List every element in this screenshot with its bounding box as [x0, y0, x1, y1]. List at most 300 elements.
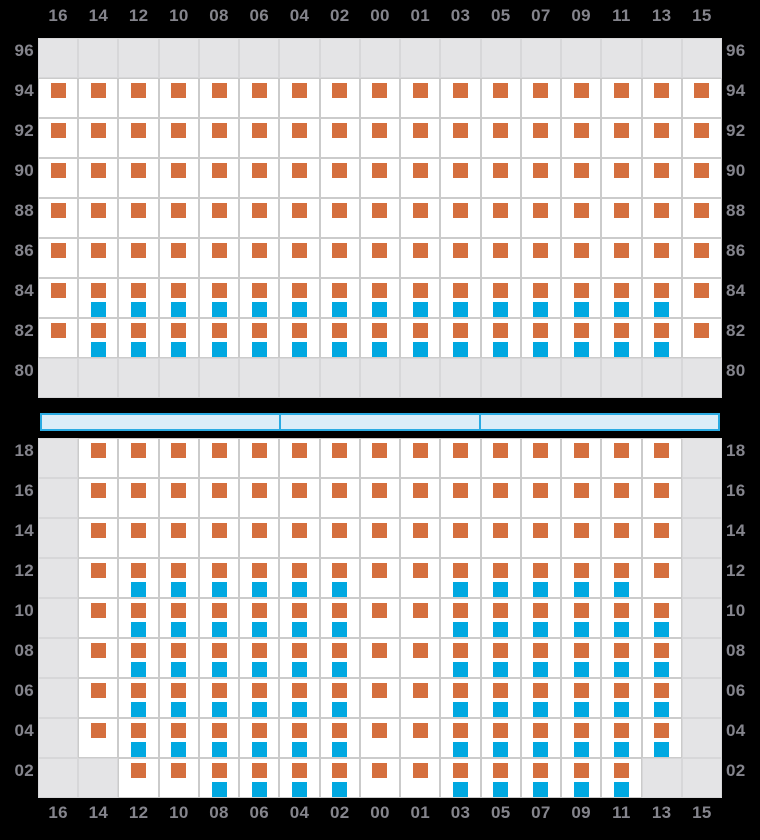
grid-cell[interactable] — [279, 198, 319, 238]
grid-cell[interactable] — [78, 198, 118, 238]
grid-cell[interactable] — [561, 278, 601, 318]
grid-cell[interactable] — [38, 278, 78, 318]
blue-marker — [252, 582, 267, 597]
grid-cell[interactable] — [601, 518, 641, 558]
grid-cell[interactable] — [78, 278, 118, 318]
grid-cell[interactable] — [481, 678, 521, 718]
grid-cell[interactable] — [400, 238, 440, 278]
grid-cell[interactable] — [320, 558, 360, 598]
grid-cell[interactable] — [279, 478, 319, 518]
grid-cell[interactable] — [360, 678, 400, 718]
grid-cell[interactable] — [642, 238, 682, 278]
grid-cell[interactable] — [159, 238, 199, 278]
top-axis-label: 02 — [330, 6, 350, 25]
grid-cell[interactable] — [561, 318, 601, 358]
grid-cell[interactable] — [561, 478, 601, 518]
grid-cell[interactable] — [78, 638, 118, 678]
row-label-right: 94 — [726, 81, 746, 100]
grid-cell[interactable] — [440, 278, 480, 318]
grid-cell[interactable] — [239, 78, 279, 118]
grid-cell[interactable] — [159, 638, 199, 678]
grid-cell[interactable] — [481, 558, 521, 598]
grid-cell[interactable] — [601, 278, 641, 318]
grid-cell[interactable] — [521, 718, 561, 758]
orange-marker — [413, 163, 428, 178]
grid-cell[interactable] — [38, 78, 78, 118]
grid-cell[interactable] — [279, 438, 319, 478]
grid-cell[interactable] — [400, 78, 440, 118]
blue-marker — [292, 742, 307, 757]
grid-cell[interactable] — [481, 518, 521, 558]
grid-cell[interactable] — [78, 558, 118, 598]
grid-cell[interactable] — [400, 558, 440, 598]
grid-cell[interactable] — [320, 278, 360, 318]
grid-cell[interactable] — [279, 598, 319, 638]
orange-marker — [332, 483, 347, 498]
orange-marker — [332, 643, 347, 658]
grid-cell[interactable] — [561, 718, 601, 758]
orange-marker — [171, 763, 186, 778]
blue-marker — [493, 662, 508, 677]
grid-cell[interactable] — [159, 678, 199, 718]
grid-cell[interactable] — [360, 118, 400, 158]
grid-cell[interactable] — [642, 198, 682, 238]
grid-cell[interactable] — [279, 158, 319, 198]
grid-cell[interactable] — [279, 278, 319, 318]
grid-cell[interactable] — [360, 758, 400, 798]
blue-marker — [292, 702, 307, 717]
grid-cell — [440, 38, 480, 78]
grid-cell[interactable] — [360, 518, 400, 558]
grid-cell[interactable] — [561, 518, 601, 558]
grid-cell[interactable] — [239, 438, 279, 478]
blue-marker — [453, 582, 468, 597]
selector-bar-segment[interactable] — [479, 413, 720, 431]
grid-cell[interactable] — [481, 478, 521, 518]
grid-cell[interactable] — [521, 318, 561, 358]
grid-cell[interactable] — [481, 278, 521, 318]
grid-cell[interactable] — [199, 558, 239, 598]
grid-cell[interactable] — [118, 78, 158, 118]
grid-cell[interactable] — [199, 718, 239, 758]
grid-cell[interactable] — [279, 718, 319, 758]
grid-cell[interactable] — [601, 478, 641, 518]
grid-cell[interactable] — [561, 678, 601, 718]
grid-cell[interactable] — [279, 318, 319, 358]
blue-marker — [171, 342, 186, 357]
orange-marker — [51, 163, 66, 178]
grid-cell[interactable] — [601, 638, 641, 678]
grid-cell[interactable] — [199, 198, 239, 238]
grid-cell[interactable] — [682, 118, 722, 158]
grid-cell[interactable] — [118, 198, 158, 238]
grid-cell[interactable] — [118, 118, 158, 158]
grid-cell[interactable] — [320, 198, 360, 238]
grid-cell[interactable] — [320, 318, 360, 358]
grid-cell[interactable] — [360, 318, 400, 358]
orange-marker — [413, 83, 428, 98]
grid-cell[interactable] — [601, 118, 641, 158]
grid-cell[interactable] — [239, 558, 279, 598]
grid-cell[interactable] — [199, 478, 239, 518]
grid-cell[interactable] — [440, 318, 480, 358]
top-axis-label: 14 — [88, 6, 109, 25]
grid-cell[interactable] — [400, 598, 440, 638]
grid-cell[interactable] — [521, 638, 561, 678]
grid-cell[interactable] — [521, 758, 561, 798]
grid-cell[interactable] — [682, 318, 722, 358]
grid-cell[interactable] — [159, 278, 199, 318]
grid-cell[interactable] — [682, 158, 722, 198]
grid-cell[interactable] — [118, 438, 158, 478]
grid-cell[interactable] — [400, 318, 440, 358]
orange-marker — [533, 563, 548, 578]
grid-cell[interactable] — [320, 518, 360, 558]
grid-cell[interactable] — [400, 438, 440, 478]
grid-cell[interactable] — [279, 238, 319, 278]
grid-cell[interactable] — [642, 678, 682, 718]
grid-cell[interactable] — [561, 118, 601, 158]
orange-marker — [493, 163, 508, 178]
grid-cell[interactable] — [78, 158, 118, 198]
grid-cell[interactable] — [118, 518, 158, 558]
grid-cell[interactable] — [159, 478, 199, 518]
grid-cell[interactable] — [360, 598, 400, 638]
grid-cell[interactable] — [440, 598, 480, 638]
orange-marker — [533, 243, 548, 258]
grid-cell[interactable] — [239, 478, 279, 518]
grid-cell[interactable] — [561, 158, 601, 198]
grid-cell[interactable] — [199, 518, 239, 558]
grid-cell[interactable] — [601, 678, 641, 718]
grid-cell[interactable] — [320, 478, 360, 518]
grid-cell[interactable] — [481, 598, 521, 638]
grid-cell[interactable] — [239, 758, 279, 798]
grid-cell[interactable] — [481, 198, 521, 238]
grid-cell[interactable] — [440, 78, 480, 118]
grid-cell[interactable] — [440, 558, 480, 598]
grid-cell[interactable] — [118, 598, 158, 638]
grid-cell[interactable] — [118, 238, 158, 278]
grid-cell[interactable] — [561, 598, 601, 638]
grid-cell[interactable] — [360, 638, 400, 678]
grid-cell[interactable] — [642, 318, 682, 358]
grid-cell[interactable] — [239, 678, 279, 718]
grid-cell[interactable] — [38, 198, 78, 238]
grid-cell[interactable] — [440, 438, 480, 478]
grid-cell[interactable] — [199, 758, 239, 798]
grid-cell[interactable] — [199, 278, 239, 318]
orange-marker — [91, 83, 106, 98]
grid-cell[interactable] — [642, 438, 682, 478]
grid-cell[interactable] — [239, 278, 279, 318]
orange-marker — [654, 443, 669, 458]
grid-cell[interactable] — [360, 438, 400, 478]
selector-bar-segment[interactable] — [279, 413, 481, 431]
grid-cell[interactable] — [118, 158, 158, 198]
grid-cell[interactable] — [360, 558, 400, 598]
orange-marker — [292, 603, 307, 618]
grid-cell[interactable] — [118, 678, 158, 718]
grid-cell[interactable] — [199, 678, 239, 718]
grid-cell[interactable] — [279, 758, 319, 798]
grid-cell[interactable] — [239, 518, 279, 558]
grid-cell[interactable] — [601, 78, 641, 118]
grid-cell — [561, 38, 601, 78]
grid-cell[interactable] — [440, 198, 480, 238]
grid-cell[interactable] — [320, 438, 360, 478]
grid-cell[interactable] — [440, 518, 480, 558]
grid-cell[interactable] — [642, 718, 682, 758]
grid-cell[interactable] — [279, 78, 319, 118]
grid-cell[interactable] — [360, 478, 400, 518]
grid-cell[interactable] — [601, 198, 641, 238]
grid-cell[interactable] — [561, 558, 601, 598]
grid-cell[interactable] — [159, 198, 199, 238]
grid-cell[interactable] — [320, 158, 360, 198]
grid-cell[interactable] — [239, 598, 279, 638]
grid-cell[interactable] — [642, 638, 682, 678]
grid-cell[interactable] — [400, 678, 440, 718]
grid-cell[interactable] — [400, 198, 440, 238]
grid-cell[interactable] — [601, 718, 641, 758]
blue-marker — [332, 782, 347, 797]
grid-cell[interactable] — [239, 718, 279, 758]
grid-cell[interactable] — [78, 478, 118, 518]
blue-marker — [131, 742, 146, 757]
grid-cell[interactable] — [118, 318, 158, 358]
selector-bar-segment[interactable] — [40, 413, 281, 431]
grid-cell[interactable] — [199, 118, 239, 158]
grid-cell[interactable] — [481, 718, 521, 758]
blue-marker — [332, 302, 347, 317]
grid-cell[interactable] — [320, 598, 360, 638]
blue-marker — [614, 782, 629, 797]
grid-cell[interactable] — [642, 78, 682, 118]
grid-cell[interactable] — [521, 118, 561, 158]
grid-cell[interactable] — [481, 158, 521, 198]
grid-cell[interactable] — [400, 518, 440, 558]
grid-cell[interactable] — [360, 278, 400, 318]
grid-cell[interactable] — [481, 758, 521, 798]
grid-cell[interactable] — [642, 478, 682, 518]
grid-cell[interactable] — [601, 558, 641, 598]
grid-cell[interactable] — [400, 118, 440, 158]
grid-cell[interactable] — [199, 78, 239, 118]
grid-cell[interactable] — [682, 78, 722, 118]
grid-cell[interactable] — [199, 238, 239, 278]
grid-cell[interactable] — [279, 558, 319, 598]
grid-cell[interactable] — [78, 238, 118, 278]
grid-cell[interactable] — [440, 718, 480, 758]
blue-marker — [493, 582, 508, 597]
grid-cell[interactable] — [642, 118, 682, 158]
grid-cell[interactable] — [481, 638, 521, 678]
grid-cell[interactable] — [78, 718, 118, 758]
grid-cell[interactable] — [561, 78, 601, 118]
grid-cell[interactable] — [360, 78, 400, 118]
blue-marker — [654, 662, 669, 677]
grid-cell[interactable] — [521, 158, 561, 198]
grid-cell[interactable] — [601, 238, 641, 278]
grid-cell[interactable] — [440, 678, 480, 718]
orange-marker — [493, 283, 508, 298]
grid-cell[interactable] — [320, 718, 360, 758]
grid-cell[interactable] — [440, 758, 480, 798]
grid-cell[interactable] — [360, 158, 400, 198]
grid-cell[interactable] — [400, 638, 440, 678]
orange-marker — [533, 643, 548, 658]
grid-cell[interactable] — [601, 158, 641, 198]
grid-cell[interactable] — [239, 198, 279, 238]
grid-cell[interactable] — [521, 238, 561, 278]
grid-cell[interactable] — [118, 278, 158, 318]
grid-cell[interactable] — [159, 438, 199, 478]
grid-cell[interactable] — [239, 158, 279, 198]
grid-cell[interactable] — [642, 558, 682, 598]
grid-cell[interactable] — [360, 198, 400, 238]
grid-cell[interactable] — [199, 438, 239, 478]
orange-marker — [131, 83, 146, 98]
grid-cell[interactable] — [481, 438, 521, 478]
grid-cell[interactable] — [78, 678, 118, 718]
grid-cell[interactable] — [521, 438, 561, 478]
grid-cell[interactable] — [320, 238, 360, 278]
grid-cell[interactable] — [601, 438, 641, 478]
grid-cell[interactable] — [118, 718, 158, 758]
blue-marker — [533, 622, 548, 637]
grid-cell[interactable] — [279, 638, 319, 678]
grid-cell[interactable] — [601, 598, 641, 638]
grid-cell[interactable] — [78, 118, 118, 158]
grid-cell[interactable] — [601, 318, 641, 358]
grid-cell[interactable] — [239, 118, 279, 158]
grid-cell[interactable] — [481, 318, 521, 358]
grid-cell[interactable] — [159, 758, 199, 798]
grid-cell[interactable] — [561, 238, 601, 278]
grid-cell — [400, 358, 440, 398]
grid-cell[interactable] — [521, 478, 561, 518]
grid-cell[interactable] — [521, 558, 561, 598]
grid-cell[interactable] — [440, 238, 480, 278]
grid-cell[interactable] — [159, 158, 199, 198]
selector-bar[interactable] — [40, 413, 720, 431]
grid-cell — [682, 758, 722, 798]
grid-cell[interactable] — [38, 118, 78, 158]
grid-cell[interactable] — [561, 638, 601, 678]
grid-cell[interactable] — [38, 318, 78, 358]
grid-cell[interactable] — [400, 158, 440, 198]
grid-cell[interactable] — [440, 638, 480, 678]
grid-cell[interactable] — [561, 198, 601, 238]
grid-cell[interactable] — [481, 238, 521, 278]
grid-cell[interactable] — [199, 598, 239, 638]
grid-cell[interactable] — [400, 718, 440, 758]
grid-cell[interactable] — [118, 758, 158, 798]
grid-cell[interactable] — [78, 518, 118, 558]
grid-cell[interactable] — [601, 758, 641, 798]
grid-cell[interactable] — [159, 558, 199, 598]
grid-cell[interactable] — [642, 278, 682, 318]
blue-marker — [212, 782, 227, 797]
grid-cell[interactable] — [642, 518, 682, 558]
grid-cell[interactable] — [118, 638, 158, 678]
grid-cell[interactable] — [682, 278, 722, 318]
grid-cell[interactable] — [521, 78, 561, 118]
grid-cell[interactable] — [159, 518, 199, 558]
orange-marker — [574, 643, 589, 658]
grid-cell[interactable] — [159, 118, 199, 158]
grid-cell[interactable] — [642, 158, 682, 198]
row-label-left: 84 — [14, 281, 34, 300]
grid-cell[interactable] — [440, 478, 480, 518]
grid-cell[interactable] — [400, 758, 440, 798]
orange-marker — [654, 723, 669, 738]
grid-cell[interactable] — [521, 598, 561, 638]
grid-cell[interactable] — [682, 198, 722, 238]
grid-cell[interactable] — [159, 718, 199, 758]
grid-cell[interactable] — [320, 78, 360, 118]
grid-cell[interactable] — [78, 318, 118, 358]
grid-cell[interactable] — [521, 678, 561, 718]
grid-cell[interactable] — [279, 118, 319, 158]
grid-cell[interactable] — [481, 78, 521, 118]
grid-cell — [682, 598, 722, 638]
grid-cell[interactable] — [561, 438, 601, 478]
grid-cell[interactable] — [320, 638, 360, 678]
grid-cell[interactable] — [38, 238, 78, 278]
grid-cell[interactable] — [159, 598, 199, 638]
grid-cell[interactable] — [118, 478, 158, 518]
grid-cell[interactable] — [118, 558, 158, 598]
grid-cell[interactable] — [400, 478, 440, 518]
grid-cell[interactable] — [78, 78, 118, 118]
grid-cell[interactable] — [360, 718, 400, 758]
grid-cell[interactable] — [38, 158, 78, 198]
grid-cell[interactable] — [239, 638, 279, 678]
blue-marker — [493, 622, 508, 637]
grid-cell[interactable] — [360, 238, 400, 278]
grid-cell — [118, 38, 158, 78]
grid-cell[interactable] — [521, 278, 561, 318]
grid-cell[interactable] — [440, 158, 480, 198]
grid-cell[interactable] — [78, 438, 118, 478]
orange-marker — [413, 523, 428, 538]
grid-cell[interactable] — [159, 318, 199, 358]
grid-cell[interactable] — [481, 118, 521, 158]
grid-cell[interactable] — [320, 758, 360, 798]
grid-cell[interactable] — [521, 198, 561, 238]
grid-cell[interactable] — [521, 518, 561, 558]
grid-cell[interactable] — [279, 678, 319, 718]
grid-cell[interactable] — [682, 238, 722, 278]
grid-cell[interactable] — [199, 158, 239, 198]
grid-cell[interactable] — [320, 118, 360, 158]
grid-cell[interactable] — [561, 758, 601, 798]
grid-cell[interactable] — [78, 598, 118, 638]
grid-cell[interactable] — [199, 638, 239, 678]
grid-cell[interactable] — [320, 678, 360, 718]
grid-cell[interactable] — [199, 318, 239, 358]
grid-cell[interactable] — [400, 278, 440, 318]
grid-cell[interactable] — [239, 238, 279, 278]
grid-cell[interactable] — [440, 118, 480, 158]
grid-cell[interactable] — [642, 598, 682, 638]
grid-cell[interactable] — [239, 318, 279, 358]
grid-cell[interactable] — [159, 78, 199, 118]
grid-cell[interactable] — [279, 518, 319, 558]
orange-marker — [252, 683, 267, 698]
